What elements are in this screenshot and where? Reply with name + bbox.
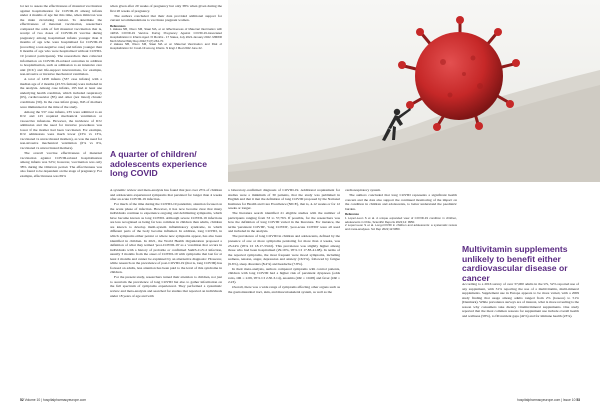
paragraph: For the present study, researchers turned their attention to children, not just to ascertain the prevalence of long COVID but also to gather information on the full spectrum of symptoms experienced. They performed a systematic review and meta-analysis and searched for studies that reported on individuals under 18 years of age and with [110, 275, 222, 298]
paragraph: The authors concluded that their data provided additional support for current recommendations to vaccinate pregnant women. [110, 13, 222, 23]
reference-item: 2 Halasa NB, Olson SM, Staat MA et al. Maternal Vaccination and Risk of Hospitalization for Covid-19 among Infants. N Engl J Med 2022 June 22. [110, 42, 222, 50]
paragraph: Overall, there was a wide range of symptoms affecting other organs such as the gastrointestinal tract, skin, and musculoskeletal system, as well as the [228, 285, 340, 295]
page-footer [0, 396, 600, 407]
paragraph: The literature search identified 21 eligible studies with the number of participants ranging from 53 to 57,763. If possible, for the researchers was how the definition of long COVID varied in the literature. For instance, the terms 'persistent COVID', 'long COVID', 'post-acute COVID' were all used and included in the analysis. [228, 211, 340, 234]
paragraph: The prevalence of long COVID in children and adolescents, defined by the presence of one or more symptoms persisting for more than 4 weeks, was 25.24% (95% CI 18.17-33.02). This prevalence was slightly higher among those who had been hospitalised (29.19%, 95% CI 17.83-41.98). In terms of the reported symptoms, the most frequent were mood symptoms, including sadness, tension, anger, depression and anxiety (16.5%), followed by fatigue (9.6%), sleep disorders (8.4%) and headache (7.8%). [228, 234, 340, 266]
article2-column-2 [228, 188, 340, 394]
page-number-left: 52 [20, 398, 24, 402]
references-block [110, 25, 222, 51]
paragraph: lot not to assess the effectiveness of maternal vaccination against hospitalisation for COVID-19 among infants under 4 months of age but this time, when Omicron was the main circulating variant. To determine the effectiveness of maternal vaccination, researchers compared the odds of full maternal vaccination that is, receipt of two doses of COVID-19 vaccine during pregnancy among hospitalised infants younger than 6 months of age who were hospitalised for COVID-19 (recording a test-negative case) and infants younger than 6 months of age who were hospitalised without COVID-19 (control participants). The researchers then collected information on COVID-19-related outcomes in addition to hospitalisation, such as admission to an intensive care unit (ICU) and life-support interventions, for example, non-invasive or invasive mechanical ventilation. [20, 4, 102, 77]
paragraph: cardiorespiratory system. [345, 188, 381, 192]
paragraph: In their meta-analysis, authors compared symptoms with control patients, children with long COVID had a higher risk of persistent dyspnoea (odds ratio, OR = 2.69, 95% CI 2.30-3.14), anosmia (OR = 10.68) and fever (OR = 2.23). [228, 266, 340, 285]
footer-left [20, 398, 86, 402]
paragraph: when given after 20 weeks of pregnancy but only 38% when given during the first 20 weeks of pregnancy. [110, 4, 222, 13]
page-number-right: 53 [576, 398, 580, 402]
article2-headline: A quarter of children/ adolescents experience long COVID [110, 149, 207, 179]
reference-item: 2 Lopez-Leon S et al. Long-COVID in children and adolescents: a systematic review and meta-analyses. Sci Rep 2022;12:9950. [345, 223, 457, 232]
footer-right [517, 398, 580, 402]
article1-column-2 [110, 4, 222, 144]
footer-left-text: Volume 10 | hospitalpharmacyeurope.com [24, 398, 87, 402]
article1-column-1 [20, 4, 102, 392]
article2-column-1 [110, 188, 222, 394]
virus-boulder-sisyphus-icon [228, 0, 600, 182]
article2-column-3 [345, 188, 457, 394]
paragraph: a laboratory-confirmed diagnosis of COVID-19. Additional requirement for studies were a minimum of 30 patients, that the study was published in English and that it met the definition of long COVID proposed by the National Institutes for Health and Care Excellence (NICE), that is, 4-12 weeks or for 12 weeks or longer. [228, 188, 340, 211]
reference-item: 1 Halasa NB, Olson SM, Staat MA, et al. Effectiveness of Maternal Vaccination with mRNA COVID-19 Vaccine During Pregnancy Against COVID-19-Associated Hospitalization in Infants Aged <6 Months - 17 States, July 2021-January 2022. MMWR Morb Mortal Wkly Rep 2022;71(7):264-70. [110, 27, 222, 43]
paragraph: According to a 2016 survey of over 37,000 adults in the US, 52% reported use of any supplement, with 31% reporting the use of a multivitamin, multi-mineral supplements. Supplement use in Europe appears to be more varied, with a 2009 study finding that usage among adults ranged from 2% (Greece) to 51% (Denmark). While prevalence surveys are of interest, what is more revealing is the reason why consumers take dietary vitamin/mineral supplements. One study reported that the most common reasons for supplement use include overall health and wellness (58%), to fill nutrient gaps (42%) and for immune health (23%). [462, 282, 579, 318]
article3-headline: Multivitamin supplements unlikely to benefit either cardiovascular disease or cancer [462, 244, 568, 283]
footer-right-text: hospitalpharmacyeurope.com | Issue 10 [517, 398, 576, 402]
paragraph: A systemic review and meta-analysis has found that just over 25% of children and adolescents experienced symptoms that persisted for longer than 4 weeks after an acute COVID-19 infection. [110, 188, 222, 202]
references-block [345, 213, 457, 232]
paragraph: For much of the time during the COVID-19 pandemic, attention focused on the acute phase of infection. However, it has now become clear that many individuals continue to experience ongoing and debilitating symptoms, which have become known as long COVID. Although severe COVID-19 infections are less recognised as being far less common in children than adults, children are known to develop multi-system inflammatory syndrome, in which different parts of the body become inflamed. In addition, long COVID, in which symptoms either persist or where new symptoms appear, has also been identified in children. In 2021, the World Health Organization proposed a definition of what they termed 'post-COVID-19' as a 'condition that occurs in individuals with a history of probable or confirmed SARS-CoV-2 infection, usually 3 months from the onset of COVID-19 with symptoms that last for at least 2 months and cannot be explained by an alternative diagnosis'. However, while research on the prevalence of post-COVID-19 (that is, long COVID) has focused on adults, less attention has been paid to the level of this syndrome in children. [110, 202, 222, 275]
paragraph: The authors concluded that long COVID represents a significant health concern and the data also support the continued monitoring of the impact on the condition in children and adolescents, to better understand the paediatric burden. [345, 193, 457, 211]
paragraph: A total of 1458 infants (537 case infants) with a median age of 2 months (43.5% female) were included in the analysis. Among case infants, 195 had at least one underlying health condition, which included respiratory (65), cardiovascular (85) and other (not listed) chronic conditions (30). In the case infant group, 845 of mothers were immunised at the time of the study. [20, 77, 102, 109]
references-heading: References [110, 23, 126, 28]
paragraph: The overall vaccine effectiveness of maternal vaccination against COVID-related hospitalisation among infants was 52%; however, vaccination was only 38% during the Omicron period. The effectiveness was also found to be dependent on the stage of pregnancy. For example, effectiveness was 69% [20, 151, 102, 178]
hero-illustration [228, 0, 600, 182]
paragraph: Among the 537 case infants, 235 were admitted to an ICU and 125 required mechanical ventilation or vasoactive infusions. However, the incidence of ICU admission and the need for invasive procedures was lower if the mother had been vaccinated. For example, ICU admissions were much lower (23% vs 13%, vaccinated vs unvaccinated mothers), as was the need for non-invasive mechanical ventilation (6% vs 6%, vaccinated vs unvaccinated mothers). [20, 109, 102, 150]
article3-column [462, 282, 579, 394]
references-heading: Reference [345, 212, 359, 217]
reference-item: 1 Lopez-Leon S et al. A unique expanded view of COVID-19 condition in children, adolescents in Chile, Scientific Reports 2022;12: 9950. [345, 215, 457, 224]
